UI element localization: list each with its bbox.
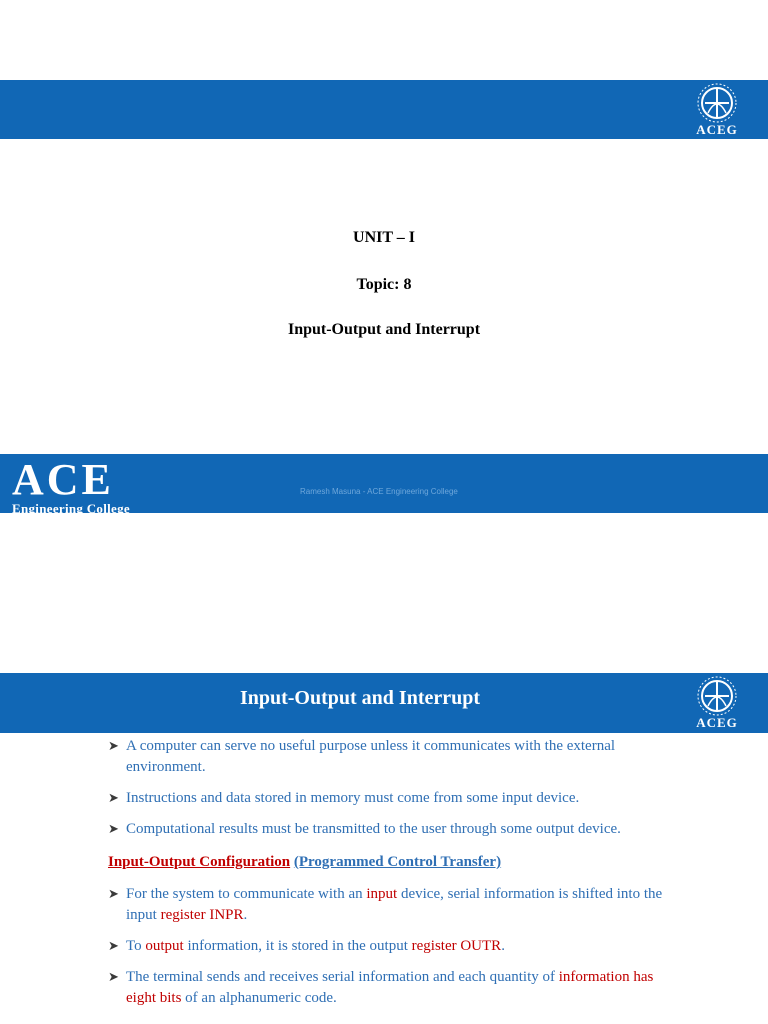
highlight-term: register OUTR [411, 938, 502, 954]
bullet-text-part: The terminal sends and receives serial information and each quantity of [126, 969, 559, 985]
logo-text: ACEG [696, 122, 738, 137]
highlight-term: output [145, 938, 184, 954]
highlight-term: register INPR [160, 907, 244, 923]
arrow-bullet-icon: ➤ [108, 970, 119, 985]
bullet-text-part: To [126, 938, 146, 954]
slide-body [108, 736, 668, 1019]
bullet-text-part: of an alphanumeric code. [181, 990, 337, 1006]
slide-title: Input-Output and Interrupt [287, 321, 481, 338]
top-header-band [0, 80, 768, 139]
ace-brand-logo [12, 455, 130, 516]
aceg-logo [684, 81, 750, 139]
aceg-logo [684, 674, 750, 732]
footer-credit: Ramesh Masuna - ACE Engineering College [300, 487, 458, 496]
arrow-bullet-icon: ➤ [108, 939, 119, 954]
content-slide [0, 600, 768, 1024]
bullet-text: A computer can serve no useful purpose unless it communicates with the external environment. [126, 738, 616, 775]
bullet-item [108, 967, 668, 1009]
topic-label: Topic: 8 [356, 276, 412, 293]
bullet-text: Instructions and data stored in memory must come from some input device. [126, 790, 580, 806]
bullet-item [108, 736, 668, 778]
arrow-bullet-icon: ➤ [108, 822, 119, 837]
arrow-bullet-icon: ➤ [108, 739, 119, 754]
highlight-term: input [366, 886, 398, 902]
bullet-text-part: . [243, 907, 248, 923]
subheading-red: Input-Output Configuration [108, 854, 291, 870]
aceg-emblem-icon [684, 81, 750, 125]
arrow-bullet-icon: ➤ [108, 791, 119, 806]
bullet-item [108, 936, 668, 957]
bullet-text-part: information, it is stored in the output [183, 938, 412, 954]
bullet-text-part: For the system to communicate with an [126, 886, 367, 902]
brand-name: ACE [12, 455, 114, 504]
bullet-item [108, 788, 668, 809]
aceg-emblem-icon [684, 674, 750, 718]
bullet-text-part: . [501, 938, 505, 954]
bullet-item [108, 819, 668, 840]
bullet-text-part: device, serial information is shifted into the input [126, 886, 663, 923]
footer-band [0, 454, 768, 516]
subheading-blue: (Programmed Control Transfer) [293, 854, 502, 870]
bullet-item [108, 884, 668, 926]
highlight-term: information has eight bits [126, 969, 654, 1006]
unit-label: UNIT – I [353, 229, 415, 246]
arrow-bullet-icon: ➤ [108, 887, 119, 902]
logo-text: ACEG [696, 715, 738, 730]
slide-heading: Input-Output and Interrupt [239, 687, 481, 709]
brand-subtitle: Engineering College [12, 501, 130, 516]
section-subheading [108, 852, 668, 873]
bullet-text: Computational results must be transmitted to the user through some output device. [126, 821, 621, 837]
content-header-band [0, 673, 768, 733]
